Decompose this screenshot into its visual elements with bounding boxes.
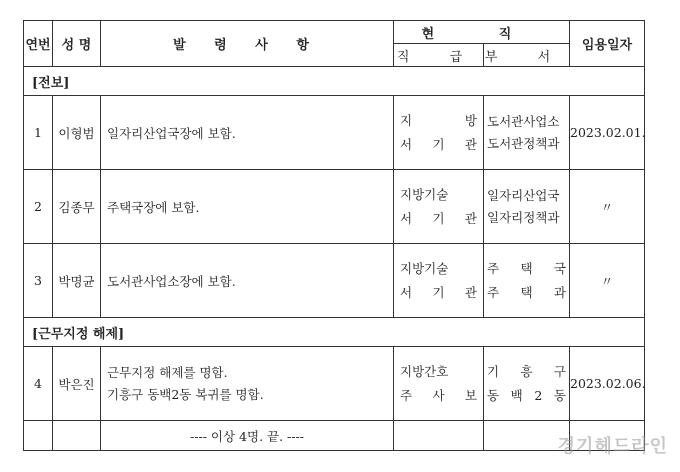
footer-text: ---- 이상 4명. 끝. ---- bbox=[101, 421, 394, 451]
row-no: 3 bbox=[24, 244, 53, 318]
row-rank: 지 방 서 기 관 bbox=[394, 96, 484, 170]
row-rank: 지방간호 주 사 보 bbox=[394, 347, 484, 421]
row-order: 근무지정 해제를 명함. 기흥구 동백2동 복귀를 명함. bbox=[101, 347, 394, 421]
row-name: 이형범 bbox=[53, 96, 101, 170]
watermark-logo: 경기헤드라인 bbox=[557, 436, 668, 457]
row-dept: 도서관사업소 도서관정책과 bbox=[484, 96, 570, 170]
row-no: 1 bbox=[24, 96, 53, 170]
section-release: [근무지정 해제] bbox=[24, 318, 645, 347]
row-name: 박은진 bbox=[53, 347, 101, 421]
header-order: 발 령 사 항 bbox=[101, 21, 394, 67]
row-date: 2023.02.01. bbox=[570, 96, 645, 170]
table-row bbox=[24, 170, 645, 244]
header-current: 현 직 bbox=[394, 21, 570, 44]
row-order: 주택국장에 보함. bbox=[101, 170, 394, 244]
header-no: 연번 bbox=[24, 21, 53, 67]
row-date: 〃 bbox=[570, 170, 645, 244]
row-dept: 일자리산업국 일자리정책과 bbox=[484, 170, 570, 244]
header-date: 임용일자 bbox=[570, 21, 645, 67]
row-dept: 주 택 국 주 택 과 bbox=[484, 244, 570, 318]
header-rank: 직 급 bbox=[394, 44, 484, 67]
row-rank: 지방기술 서 기 관 bbox=[394, 170, 484, 244]
row-name: 박명균 bbox=[53, 244, 101, 318]
row-order: 일자리산업국장에 보함. bbox=[101, 96, 394, 170]
header-name: 성 명 bbox=[53, 21, 101, 67]
row-name: 김종무 bbox=[53, 170, 101, 244]
row-no: 2 bbox=[24, 170, 53, 244]
header-dept: 부 서 bbox=[484, 44, 570, 67]
personnel-table bbox=[23, 20, 645, 451]
row-rank: 지방기술 서 기 관 bbox=[394, 244, 484, 318]
table-row bbox=[24, 347, 645, 421]
table-row bbox=[24, 244, 645, 318]
row-date: 2023.02.06. bbox=[570, 347, 645, 421]
row-order: 도서관사업소장에 보함. bbox=[101, 244, 394, 318]
row-no: 4 bbox=[24, 347, 53, 421]
row-date: 〃 bbox=[570, 244, 645, 318]
section-transfer: [전보] bbox=[24, 67, 645, 96]
row-dept: 기 흥 구 동 백 2 동 bbox=[484, 347, 570, 421]
table-row bbox=[24, 96, 645, 170]
